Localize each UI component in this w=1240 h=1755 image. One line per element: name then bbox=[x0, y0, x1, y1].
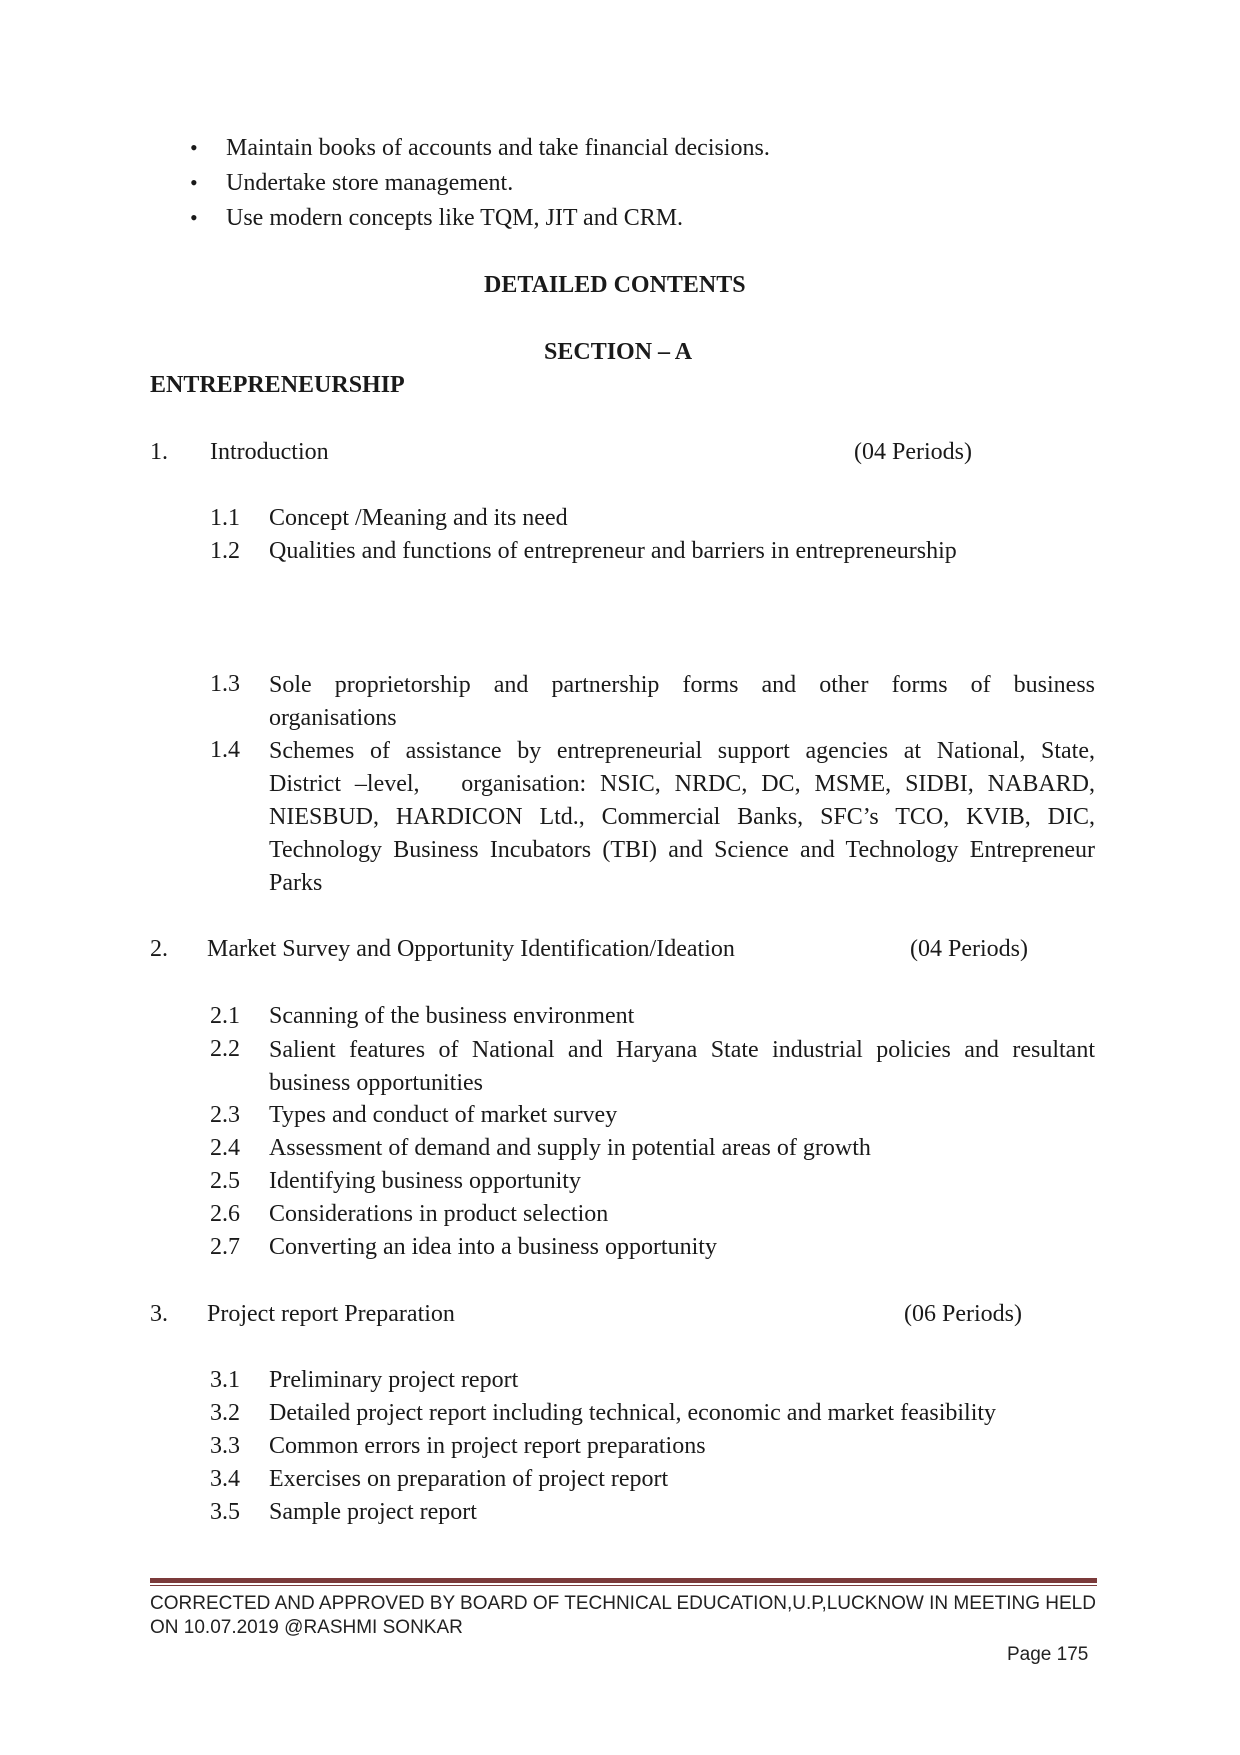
item-number: 2.6 bbox=[210, 1201, 240, 1227]
item-number: 3.4 bbox=[210, 1466, 240, 1492]
item-number: 1.4 bbox=[210, 737, 240, 763]
item-text-line: organisations bbox=[269, 705, 397, 731]
item-text: Assessment of demand and supply in potential areas of growth bbox=[269, 1135, 871, 1161]
subject-heading: ENTREPRENEURSHIP bbox=[150, 372, 405, 398]
item-text: Preliminary project report bbox=[269, 1367, 519, 1393]
item-text: Common errors in project report preparations bbox=[269, 1433, 706, 1459]
item-number: 3.1 bbox=[210, 1367, 240, 1393]
item-text: Detailed project report including technical, economic and market feasibility bbox=[269, 1400, 997, 1426]
unit-periods: (06 Periods) bbox=[904, 1301, 1022, 1327]
item-text: Exercises on preparation of project report bbox=[269, 1466, 669, 1492]
item-number: 3.3 bbox=[210, 1433, 240, 1459]
item-number: 2.7 bbox=[210, 1234, 240, 1260]
bullet-icon: • bbox=[190, 170, 198, 195]
item-text-line: business opportunities bbox=[269, 1070, 483, 1096]
item-number: 3.5 bbox=[210, 1499, 240, 1525]
item-text-line: NIESBUD, HARDICON Ltd., Commercial Banks, SFC’s TCO, KVIB, DIC, bbox=[269, 804, 1095, 830]
item-text: Converting an idea into a business opportunity bbox=[269, 1234, 717, 1260]
item-text: Considerations in product selection bbox=[269, 1201, 609, 1227]
footer-rule-thin bbox=[150, 1585, 1097, 1586]
item-paragraph bbox=[269, 735, 1095, 900]
item-text-line: Technology Business Incubators (TBI) and Science and Technology Entrepreneur bbox=[269, 837, 1095, 863]
unit-number: 1. bbox=[150, 439, 168, 465]
item-number: 1.2 bbox=[210, 538, 240, 564]
bullet-item: Maintain books of accounts and take financial decisions. bbox=[226, 135, 770, 161]
section-heading: SECTION – A bbox=[544, 339, 693, 365]
item-text-line: Parks bbox=[269, 870, 323, 896]
bullet-icon: • bbox=[190, 205, 198, 230]
unit-number: 2. bbox=[150, 936, 168, 962]
footer-approval-line: ON 10.07.2019 @RASHMI SONKAR bbox=[150, 1617, 463, 1638]
item-paragraph bbox=[269, 669, 1095, 735]
bullet-item: Use modern concepts like TQM, JIT and CRM. bbox=[226, 205, 684, 231]
item-text-line: District –level, organisation: NSIC, NRDC, DC, MSME, SIDBI, NABARD, bbox=[269, 771, 1095, 797]
detailed-contents-heading: DETAILED CONTENTS bbox=[484, 272, 746, 298]
unit-title: Introduction bbox=[210, 439, 329, 465]
item-number: 2.3 bbox=[210, 1102, 240, 1128]
footer-approval-line: CORRECTED AND APPROVED BY BOARD OF TECHNICAL EDUCATION,U.P,LUCKNOW IN MEETING HELD bbox=[150, 1593, 1096, 1614]
item-text: Identifying business opportunity bbox=[269, 1168, 581, 1194]
item-paragraph bbox=[269, 1034, 1095, 1100]
item-number: 1.1 bbox=[210, 505, 240, 531]
item-text: Sample project report bbox=[269, 1499, 477, 1525]
bullet-item: Undertake store management. bbox=[226, 170, 514, 196]
item-number: 2.1 bbox=[210, 1003, 240, 1029]
item-text: Scanning of the business environment bbox=[269, 1003, 635, 1029]
item-text: Types and conduct of market survey bbox=[269, 1102, 618, 1128]
item-number: 2.2 bbox=[210, 1036, 240, 1062]
unit-number: 3. bbox=[150, 1301, 168, 1327]
bullet-icon: • bbox=[190, 135, 198, 160]
item-number: 3.2 bbox=[210, 1400, 240, 1426]
item-text: Qualities and functions of entrepreneur and barriers in entrepreneurship bbox=[269, 538, 957, 564]
item-number: 2.5 bbox=[210, 1168, 240, 1194]
unit-periods: (04 Periods) bbox=[854, 439, 972, 465]
item-text: Concept /Meaning and its need bbox=[269, 505, 568, 531]
item-text-line: Sole proprietorship and partnership forms and other forms of business bbox=[269, 672, 1095, 698]
page-number: Page 175 bbox=[1007, 1644, 1089, 1665]
footer-rule bbox=[150, 1578, 1097, 1583]
item-number: 2.4 bbox=[210, 1135, 240, 1161]
item-number: 1.3 bbox=[210, 671, 240, 697]
item-text-line: Schemes of assistance by entrepreneurial support agencies at National, State, bbox=[269, 738, 1095, 764]
unit-periods: (04 Periods) bbox=[910, 936, 1028, 962]
unit-title: Project report Preparation bbox=[207, 1301, 455, 1327]
item-text-line: Salient features of National and Haryana State industrial policies and resultant bbox=[269, 1037, 1095, 1063]
unit-title: Market Survey and Opportunity Identification/Ideation bbox=[207, 936, 735, 962]
